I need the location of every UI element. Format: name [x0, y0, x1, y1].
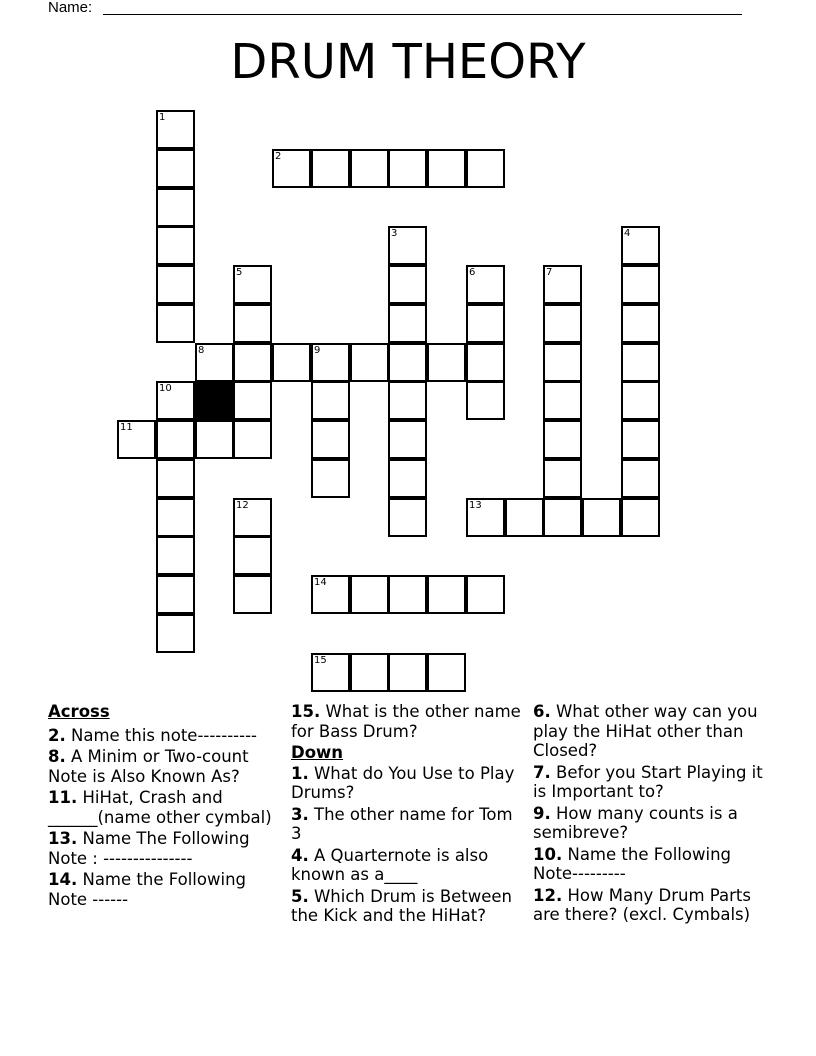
grid-cell[interactable] — [156, 459, 195, 498]
name-underline — [103, 14, 742, 15]
cell-number: 11 — [120, 422, 133, 433]
clue-item — [533, 845, 765, 884]
grid-cell[interactable] — [156, 110, 195, 149]
clue-number: 3. — [291, 804, 309, 824]
page-title: DRUM THEORY — [230, 34, 586, 90]
clue-item — [48, 747, 280, 786]
grid-cell[interactable] — [543, 381, 582, 420]
grid-cell[interactable] — [156, 420, 195, 459]
grid-cell[interactable] — [388, 420, 427, 459]
clue-text: A Quarternote is also known as a____ — [291, 845, 489, 884]
grid-cell[interactable] — [543, 304, 582, 343]
grid-cell[interactable] — [505, 498, 544, 537]
grid-cell[interactable] — [233, 420, 272, 459]
grid-cell[interactable] — [233, 536, 272, 575]
clue-text: Name this note---------- — [65, 725, 257, 745]
grid-cell[interactable] — [195, 420, 234, 459]
clue-number: 11. — [48, 788, 78, 807]
grid-cell[interactable] — [311, 381, 350, 420]
grid-cell[interactable] — [543, 498, 582, 537]
clue-item — [291, 764, 523, 803]
grid-cell[interactable] — [311, 459, 350, 498]
grid-cell[interactable] — [621, 226, 660, 265]
grid-cell[interactable] — [466, 498, 505, 537]
grid-cell[interactable] — [388, 265, 427, 304]
grid-cell[interactable] — [621, 420, 660, 459]
clue-column-2 — [291, 702, 523, 928]
clue-text: How Many Drum Parts are there? (excl. Cymbals) — [533, 885, 751, 924]
grid-cell[interactable] — [350, 343, 389, 382]
grid-cell[interactable] — [621, 459, 660, 498]
clue-text: What is the other name for Bass Drum? — [291, 702, 521, 741]
clue-item — [48, 788, 280, 827]
clue-item — [533, 886, 765, 925]
clue-number: 14. — [48, 870, 78, 889]
grid-cell[interactable] — [427, 343, 466, 382]
grid-cell[interactable] — [427, 149, 466, 188]
clue-number: 15. — [291, 702, 321, 721]
grid-cell[interactable] — [311, 653, 350, 692]
grid-cell[interactable] — [233, 265, 272, 304]
clue-number: 5. — [291, 886, 309, 906]
clue-item — [48, 829, 280, 868]
grid-cell[interactable] — [350, 575, 389, 614]
grid-cell[interactable] — [195, 343, 234, 382]
grid-cell[interactable] — [466, 304, 505, 343]
grid-cell[interactable] — [156, 265, 195, 304]
cell-number: 2 — [275, 151, 282, 162]
clue-text: HiHat, Crash and ______(name other cymbal) — [48, 788, 272, 827]
cell-number: 4 — [624, 228, 631, 239]
clue-item — [533, 702, 765, 761]
grid-cell[interactable] — [427, 575, 466, 614]
clue-item — [48, 726, 280, 746]
grid-cell[interactable] — [388, 343, 427, 382]
grid-cell[interactable] — [388, 459, 427, 498]
grid-block — [195, 381, 234, 420]
cell-number: 8 — [198, 345, 205, 356]
grid-cell[interactable] — [272, 343, 311, 382]
clue-number: 7. — [533, 762, 551, 782]
clue-text: The other name for Tom 3 — [291, 804, 513, 843]
grid-cell[interactable] — [311, 575, 350, 614]
grid-cell[interactable] — [233, 304, 272, 343]
grid-cell[interactable] — [156, 614, 195, 653]
grid-cell[interactable] — [621, 381, 660, 420]
grid-cell[interactable] — [311, 343, 350, 382]
clue-text: What do You Use to Play Drums? — [291, 763, 515, 802]
grid-cell[interactable] — [388, 149, 427, 188]
grid-cell[interactable] — [350, 653, 389, 692]
clue-item — [291, 887, 523, 926]
clue-column-3 — [533, 702, 765, 927]
grid-cell[interactable] — [156, 149, 195, 188]
grid-cell[interactable] — [621, 265, 660, 304]
cell-number: 9 — [314, 345, 321, 356]
grid-cell[interactable] — [156, 536, 195, 575]
grid-cell[interactable] — [233, 575, 272, 614]
cell-number: 10 — [159, 383, 172, 394]
name-field — [48, 0, 92, 16]
clue-item — [291, 846, 523, 885]
grid-cell[interactable] — [156, 226, 195, 265]
grid-cell[interactable] — [388, 653, 427, 692]
name-label: Name: — [48, 0, 93, 16]
grid-cell[interactable] — [272, 149, 311, 188]
cell-number: 1 — [159, 112, 166, 123]
grid-cell[interactable] — [427, 653, 466, 692]
clue-text: Which Drum is Between the Kick and the HiHat? — [291, 886, 513, 925]
grid-cell[interactable] — [350, 149, 389, 188]
clue-text: A Minim or Two-count Note is Also Known As? — [48, 747, 249, 786]
cell-number: 3 — [391, 228, 398, 239]
cell-number: 6 — [469, 267, 476, 278]
grid-cell[interactable] — [466, 265, 505, 304]
grid-cell[interactable] — [233, 381, 272, 420]
grid-cell[interactable] — [466, 575, 505, 614]
grid-cell[interactable] — [543, 459, 582, 498]
cell-number: 12 — [236, 500, 249, 511]
clue-number: 4. — [291, 845, 309, 865]
grid-cell[interactable] — [543, 265, 582, 304]
clue-number: 9. — [533, 803, 551, 823]
clue-text: Name The Following Note : --------------- — [48, 829, 250, 868]
clue-number: 2. — [48, 725, 66, 745]
grid-cell[interactable] — [117, 420, 156, 459]
grid-cell[interactable] — [388, 575, 427, 614]
cell-number: 5 — [236, 267, 243, 278]
clue-number: 8. — [48, 747, 66, 766]
down-heading: Down — [291, 743, 344, 762]
clue-item — [291, 702, 523, 741]
clue-text: How many counts is a semibreve? — [533, 803, 738, 842]
down-clue-list-continued — [533, 702, 765, 925]
clue-text: Name the Following Note--------- — [533, 844, 731, 883]
clue-number: 13. — [48, 829, 78, 848]
grid-cell[interactable] — [466, 343, 505, 382]
across-clue-list-continued — [291, 702, 523, 741]
grid-cell[interactable] — [388, 226, 427, 265]
grid-cell[interactable] — [311, 420, 350, 459]
clue-number: 10. — [533, 844, 563, 864]
clue-number: 12. — [533, 885, 563, 905]
cell-number: 14 — [314, 577, 327, 588]
grid-cell[interactable] — [388, 304, 427, 343]
grid-cell[interactable] — [156, 188, 195, 227]
clue-item — [533, 763, 765, 802]
clue-item — [533, 804, 765, 843]
cell-number: 15 — [314, 655, 327, 666]
across-heading: Across — [48, 702, 110, 721]
clue-column-1 — [48, 702, 280, 911]
clue-text: Befor you Start Playing it is Important to? — [533, 762, 763, 801]
grid-cell[interactable] — [621, 304, 660, 343]
grid-cell[interactable] — [543, 420, 582, 459]
cell-number: 7 — [546, 267, 553, 278]
grid-cell[interactable] — [156, 498, 195, 537]
across-clue-list — [48, 726, 280, 910]
clue-number: 6. — [533, 702, 551, 721]
clue-item — [48, 870, 280, 909]
grid-cell[interactable] — [311, 149, 350, 188]
grid-cell[interactable] — [388, 498, 427, 537]
grid-cell[interactable] — [543, 343, 582, 382]
clue-number: 1. — [291, 763, 309, 783]
grid-cell[interactable] — [156, 304, 195, 343]
grid-cell[interactable] — [156, 575, 195, 614]
grid-cell[interactable] — [621, 498, 660, 537]
grid-cell[interactable] — [621, 343, 660, 382]
cell-number: 13 — [469, 500, 482, 511]
grid-cell[interactable] — [233, 498, 272, 537]
clue-text: Name the Following Note ------ — [48, 870, 246, 909]
grid-cell[interactable] — [466, 149, 505, 188]
grid-cell[interactable] — [156, 381, 195, 420]
down-clue-list — [291, 764, 523, 926]
clue-text: What other way can you play the HiHat other than Closed? — [533, 702, 758, 760]
grid-cell[interactable] — [582, 498, 621, 537]
grid-cell[interactable] — [388, 381, 427, 420]
clue-item — [291, 805, 523, 844]
grid-cell[interactable] — [466, 381, 505, 420]
grid-cell[interactable] — [233, 343, 272, 382]
